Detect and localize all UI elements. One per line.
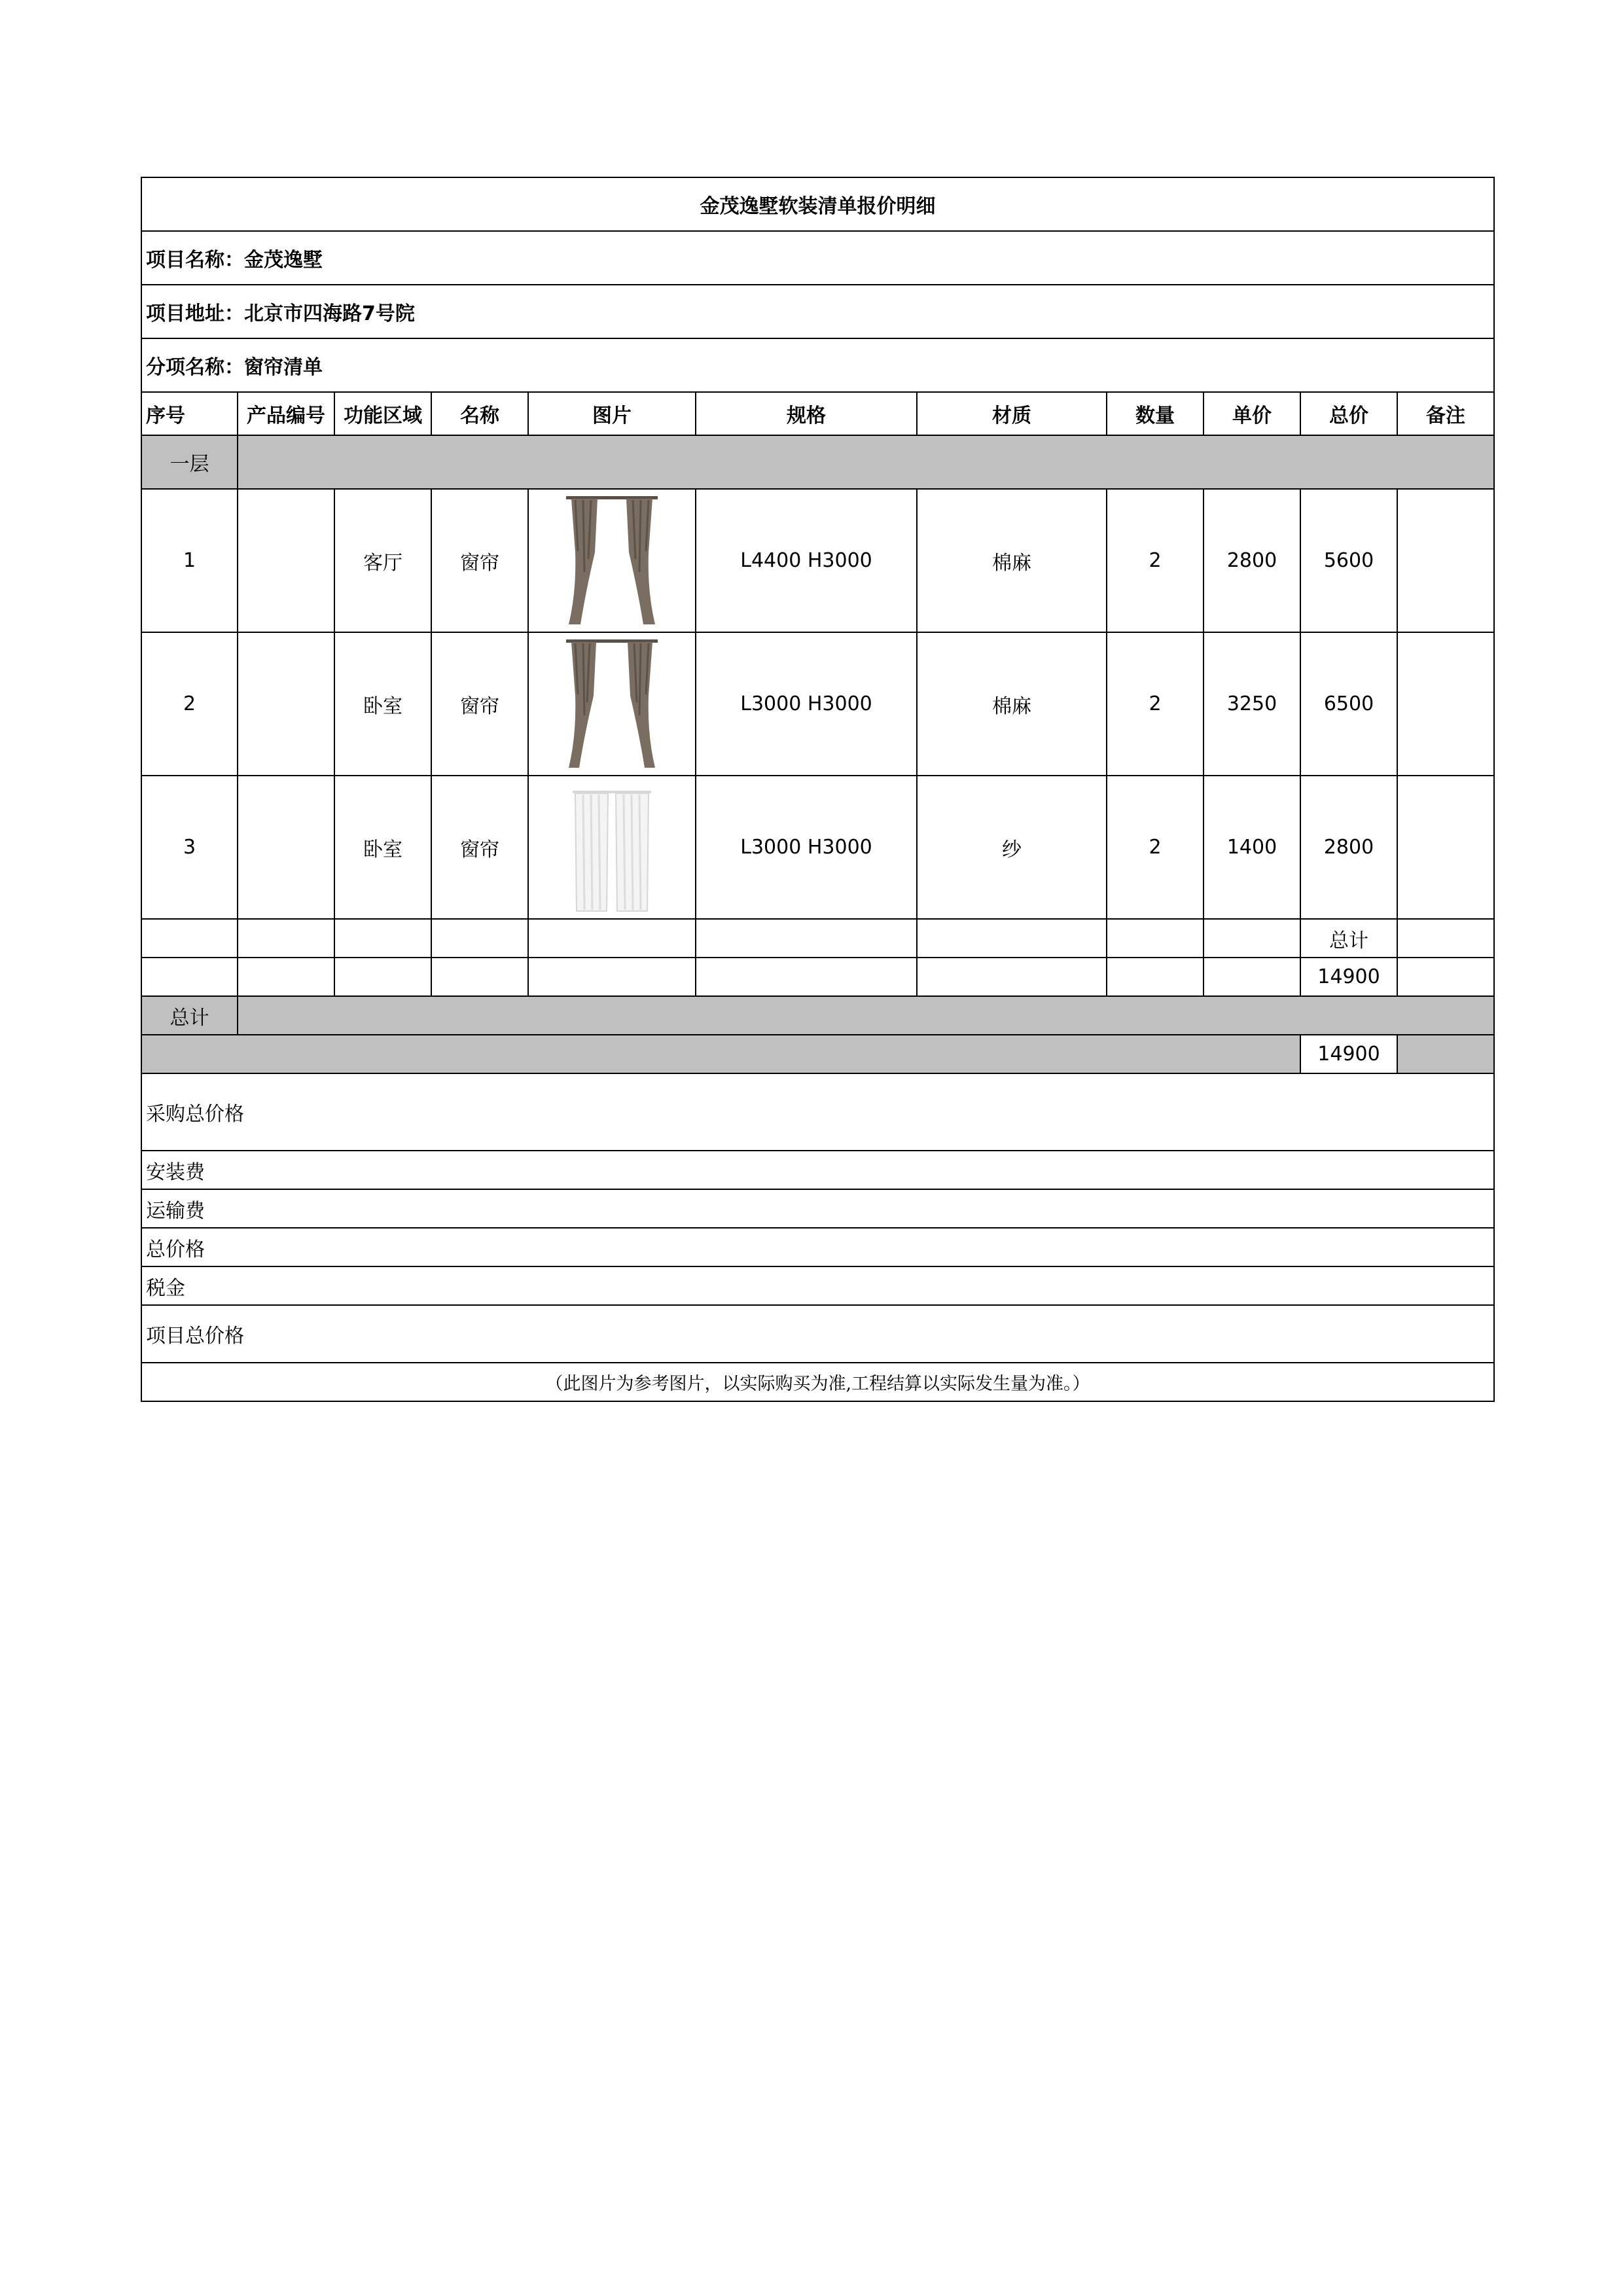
row-note [1397,489,1494,632]
subitem-value: 窗帘清单 [244,356,323,379]
installation-fee-label: 安装费 [141,1151,1494,1189]
col-header-qty: 数量 [1107,392,1204,435]
shipping-fee-label: 运输费 [141,1189,1494,1228]
project-total-label: 项目总价格 [141,1305,1494,1363]
row-code [238,632,334,776]
row-name: 窗帘 [431,776,528,919]
col-header-area: 功能区域 [334,392,431,435]
total-price-label: 总价格 [141,1228,1494,1266]
table-row [141,776,1494,919]
floor-band [238,435,1494,489]
project-address-value: 北京市四海路7号院 [244,302,415,325]
purchase-total-label: 采购总价格 [141,1073,1494,1151]
col-header-code: 产品编号 [238,392,334,435]
row-image [528,632,696,776]
project-name-row [141,231,1494,285]
col-header-material: 材质 [917,392,1107,435]
row-note [1397,776,1494,919]
row-material: 棉麻 [917,632,1107,776]
row-image [528,489,696,632]
row-image [528,776,696,919]
grand-total-band [238,996,1494,1035]
project-name-label: 项目名称： [146,249,244,272]
sheer-curtain-icon [546,780,677,914]
row-material: 纱 [917,776,1107,919]
grand-total-spacer [141,1035,1300,1073]
subtotal-value: 14900 [1300,958,1397,996]
row-unit-price: 1400 [1204,776,1300,919]
row-spec: L3000 H3000 [696,776,917,919]
row-qty: 2 [1107,776,1204,919]
project-name-value: 金茂逸墅 [244,249,323,272]
row-total: 5600 [1300,489,1397,632]
project-address-label: 项目地址： [146,302,244,325]
floor-label: 一层 [141,435,238,489]
col-header-unit-price: 单价 [1204,392,1300,435]
row-area: 客厅 [334,489,431,632]
row-unit-price: 3250 [1204,632,1300,776]
row-spec: L4400 H3000 [696,489,917,632]
row-name: 窗帘 [431,489,528,632]
footnote: （此图片为参考图片，以实际购买为准,工程结算以实际发生量为准。） [141,1363,1494,1401]
row-qty: 2 [1107,632,1204,776]
project-address-row [141,285,1494,338]
col-header-spec: 规格 [696,392,917,435]
col-header-name: 名称 [431,392,528,435]
col-header-total: 总价 [1300,392,1397,435]
dark-curtain-icon [546,493,677,628]
subitem-label: 分项名称： [146,356,244,379]
row-no: 2 [141,632,238,776]
grand-total-label: 总计 [141,996,238,1035]
dark-curtain-icon [546,637,677,771]
col-header-no: 序号 [141,392,238,435]
row-area: 卧室 [334,776,431,919]
row-qty: 2 [1107,489,1204,632]
row-area: 卧室 [334,632,431,776]
row-no: 3 [141,776,238,919]
subitem-row [141,338,1494,392]
row-unit-price: 2800 [1204,489,1300,632]
row-no: 1 [141,489,238,632]
subtotal-label: 总计 [1300,919,1397,958]
tax-label: 税金 [141,1266,1494,1305]
table-row [141,632,1494,776]
col-header-image: 图片 [528,392,696,435]
row-code [238,489,334,632]
row-total: 2800 [1300,776,1397,919]
row-code [238,776,334,919]
row-name: 窗帘 [431,632,528,776]
table-row [141,489,1494,632]
row-note [1397,632,1494,776]
row-total: 6500 [1300,632,1397,776]
col-header-note: 备注 [1397,392,1494,435]
sheet-title: 金茂逸墅软装清单报价明细 [141,177,1494,231]
row-material: 棉麻 [917,489,1107,632]
quote-table [141,177,1495,1402]
row-spec: L3000 H3000 [696,632,917,776]
grand-total-value: 14900 [1300,1035,1397,1073]
